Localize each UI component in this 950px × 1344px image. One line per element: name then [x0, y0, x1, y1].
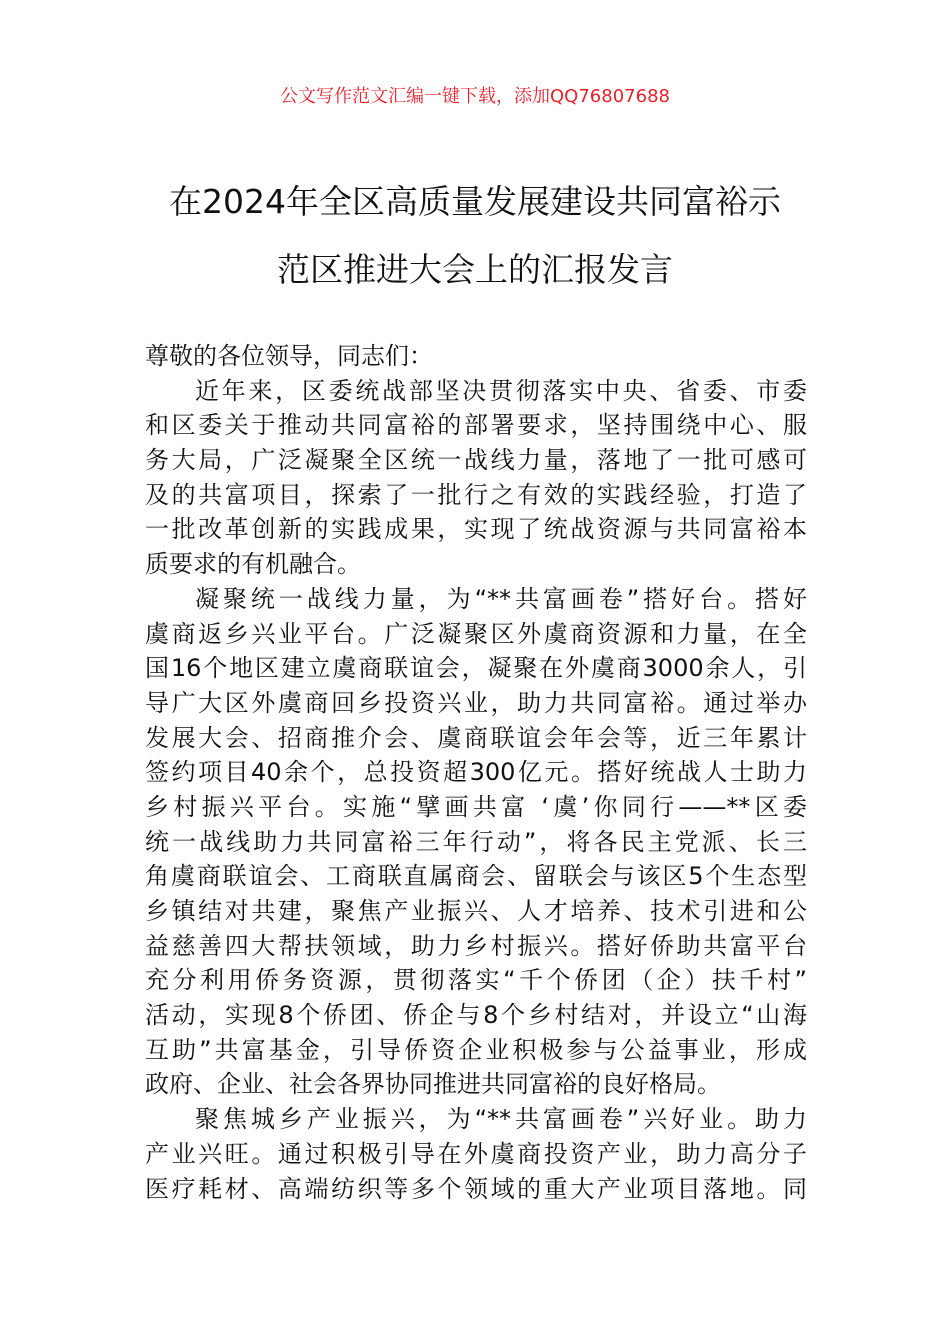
document-body: [145, 339, 807, 1206]
text-line: 质要求的有机融合。: [145, 550, 361, 579]
text-line: 政府、企业、社会各界协同推进共同富裕的良好格局。: [145, 1070, 721, 1099]
text-line: 聚焦城乡产业振兴，为“**共富画卷”兴好业。助力: [195, 1105, 807, 1134]
text-line: 充分利用侨务资源，贯彻落实“千个侨团（企）扶千村”: [145, 966, 807, 995]
text-line: 统一战线助力共同富裕三年行动”，将各民主党派、长三: [145, 827, 807, 856]
text-line: 国16个地区建立虞商联谊会，凝聚在外虞商3000余人，引: [145, 654, 807, 683]
text-line: 互助”共富基金，引导侨资企业积极参与公益事业，形成: [145, 1035, 807, 1064]
text-line: 乡镇结对共建，聚焦产业振兴、人才培养、技术引进和公: [145, 897, 807, 925]
text-line: 虞商返乡兴业平台。广泛凝聚区外虞商资源和力量，在全: [145, 619, 807, 648]
paragraph: [145, 374, 807, 582]
text-line: 活动，实现8个侨团、侨企与8个乡村结对，并设立“山海: [145, 1001, 807, 1030]
text-line: 及的共富项目，探索了一批行之有效的实践经验，打造了: [145, 480, 807, 509]
text-line: 医疗耗材、高端纺织等多个领域的重大产业项目落地。同: [145, 1174, 807, 1203]
text-line: 益慈善四大帮扶领域，助力乡村振兴。搭好侨助共富平台: [145, 931, 807, 960]
text-line: 签约项目40余个，总投资超300亿元。搭好统战人士助力: [145, 758, 807, 787]
document-title-line-2: 范区推进大会上的汇报发言: [277, 250, 673, 289]
text-line: 发展大会、招商推介会、虞商联谊会年会等，近三年累计: [145, 723, 807, 752]
text-line: 产业兴旺。通过积极引导在外虞商投资产业，助力高分子: [145, 1139, 807, 1168]
greeting: 尊敬的各位领导，同志们：: [145, 342, 433, 370]
text-line: 角虞商联谊会、工商联直属商会、留联会与该区5个生态型: [145, 862, 807, 891]
text-line: 凝聚统一战线力量，为“**共富画卷”搭好台。搭好: [195, 584, 807, 613]
paragraph: [145, 582, 807, 1102]
text-line: 和区委关于推动共同富裕的部署要求，坚持围绕中心、服: [145, 411, 807, 440]
text-line: 导广大区外虞商回乡投资兴业，助力共同富裕。通过举办: [145, 688, 807, 717]
text-line: 乡村振兴平台。实施“擘画共富 ‘虞’你同行——**区委: [145, 792, 807, 821]
watermark-header: 公文写作范文汇编一键下载，添加QQ76807688: [280, 86, 670, 107]
document-title-line-1: 在2024年全区高质量发展建设共同富裕示: [169, 182, 781, 221]
text-line: 务大局，广泛凝聚全区统一战线力量，落地了一批可感可: [145, 446, 807, 475]
paragraph: [145, 1102, 807, 1206]
text-line: 一批改革创新的实践成果，实现了统战资源与共同富裕本: [145, 515, 807, 544]
text-line: 近年来，区委统战部坚决贯彻落实中央、省委、市委: [195, 376, 807, 405]
